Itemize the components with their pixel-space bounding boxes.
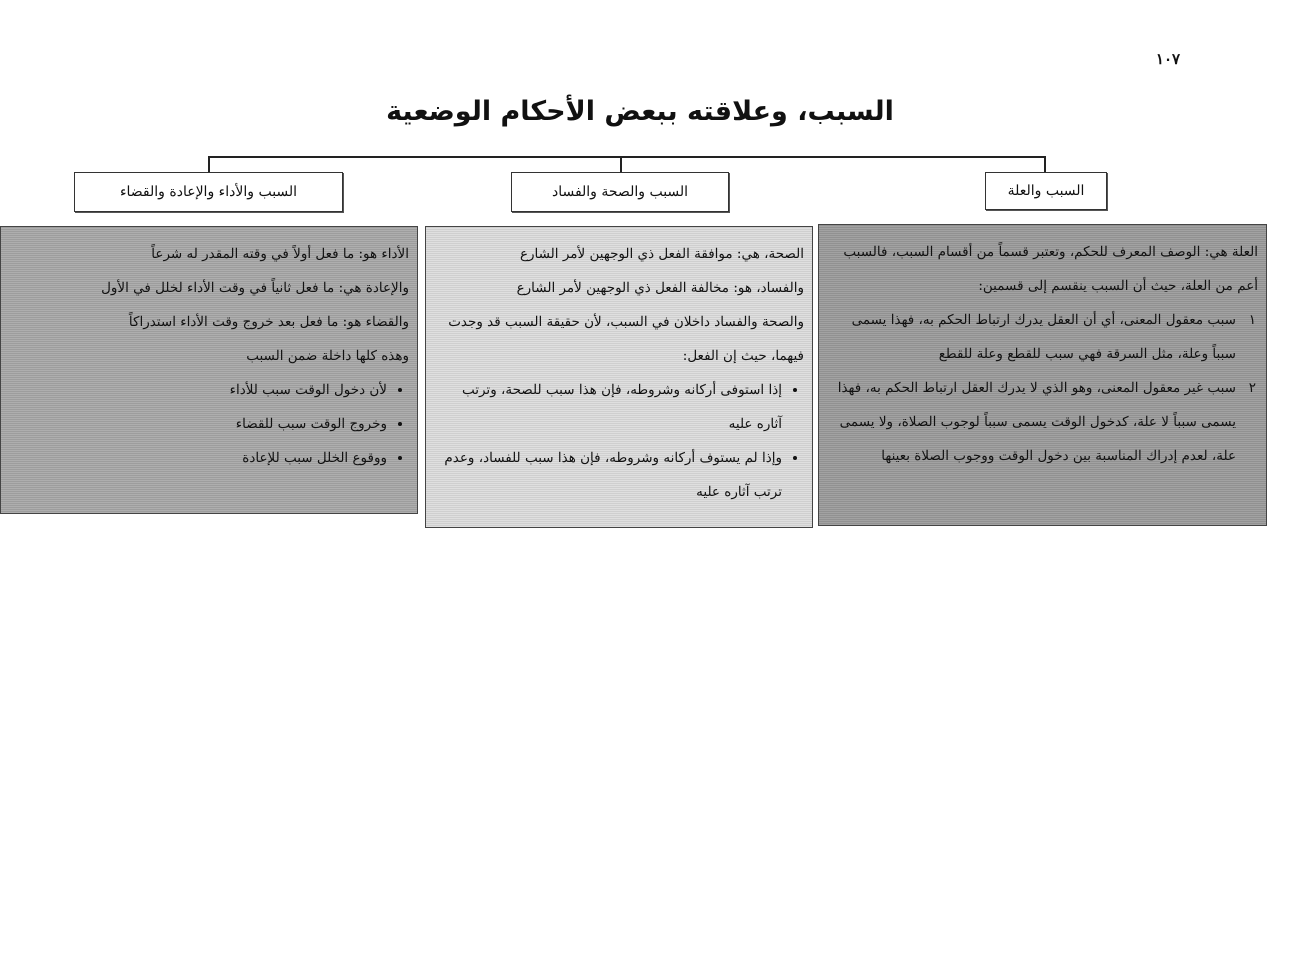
panel-center-bullets bbox=[434, 373, 804, 509]
panel-performance-repetition-makeup bbox=[0, 226, 418, 514]
panel-left-line: الأداء هو: ما فعل أولاً في وقته المقدر له شرعاً bbox=[151, 246, 409, 262]
list-item bbox=[827, 303, 1256, 371]
list-item-number: ١ bbox=[1248, 312, 1256, 328]
header-cause-validity-invalidity bbox=[511, 172, 729, 212]
panel-left-line: وهذه كلها داخلة ضمن السبب bbox=[246, 348, 409, 364]
panel-left-bullets bbox=[9, 373, 409, 475]
header-cause-and-reason-label: السبب والعلة bbox=[1007, 183, 1085, 199]
header-cause-validity-invalidity-label: السبب والصحة والفساد bbox=[551, 184, 689, 200]
list-item: • ووقوع الخلل سبب للإعادة bbox=[9, 441, 387, 475]
panel-right-intro: العلة هي: الوصف المعرف للحكم، وتعتبر قسماً من أقسام السبب، فالسبب أعم من العلة، حيث أن السبب ينقسم إلى قسمين: bbox=[843, 244, 1258, 294]
list-item-text: سبب معقول المعنى، أي أن العقل يدرك ارتباط الحكم به، فهذا يسمى سبباً وعلة، مثل السرقة فهي سبب للقطع وعلة للقطع bbox=[851, 312, 1236, 362]
list-item-number: ٢ bbox=[1248, 380, 1256, 396]
list-item: • وخروج الوقت سبب للقضاء bbox=[9, 407, 387, 441]
panel-center-line: والصحة والفساد داخلان في السبب، لأن حقيقة السبب قد وجدت فيهما، حيث إن الفعل: bbox=[448, 314, 804, 364]
header-cause-and-reason bbox=[985, 172, 1107, 210]
page-title: السبب، وعلاقته ببعض الأحكام الوضعية bbox=[386, 96, 894, 127]
page-number: ١٠٧ bbox=[1155, 50, 1181, 68]
list-item-text: سبب غير معقول المعنى، وهو الذي لا يدرك العقل ارتباط الحكم به، فهذا يسمى سبباً لا علة، كدخول الوقت يسمى سبباً لوجوب الصلاة، ولا يسمى علة، لعدم إدراك المناسبة بين دخول الوقت ووجوب الصلاة بعينها bbox=[837, 380, 1236, 464]
panel-right-list bbox=[827, 303, 1258, 473]
header-cause-performance-repetition-makeup bbox=[74, 172, 343, 212]
panel-center-line: الصحة، هي: موافقة الفعل ذي الوجهين لأمر الشارع bbox=[519, 246, 804, 262]
list-item: • وإذا لم يستوف أركانه وشروطه، فإن هذا سبب للفساد، وعدم ترتب آثاره عليه bbox=[434, 441, 782, 509]
panel-cause-and-reason bbox=[818, 224, 1267, 526]
header-cause-performance-repetition-makeup-label: السبب والأداء والإعادة والقضاء bbox=[119, 184, 298, 200]
connector-horizontal bbox=[208, 156, 1046, 158]
panel-left-line: والإعادة هي: ما فعل ثانياً في وقت الأداء لخلل في الأول bbox=[101, 280, 409, 296]
list-item: • إذا استوفى أركانه وشروطه، فإن هذا سبب للصحة، وترتب آثاره عليه bbox=[434, 373, 782, 441]
list-item bbox=[827, 371, 1256, 473]
list-item: • لأن دخول الوقت سبب للأداء bbox=[9, 373, 387, 407]
panel-center-line: والفساد، هو: مخالفة الفعل ذي الوجهين لأمر الشارع bbox=[516, 280, 804, 296]
panel-validity-invalidity bbox=[425, 226, 813, 528]
panel-left-line: والقضاء هو: ما فعل بعد خروج وقت الأداء استدراكاً bbox=[128, 314, 409, 330]
